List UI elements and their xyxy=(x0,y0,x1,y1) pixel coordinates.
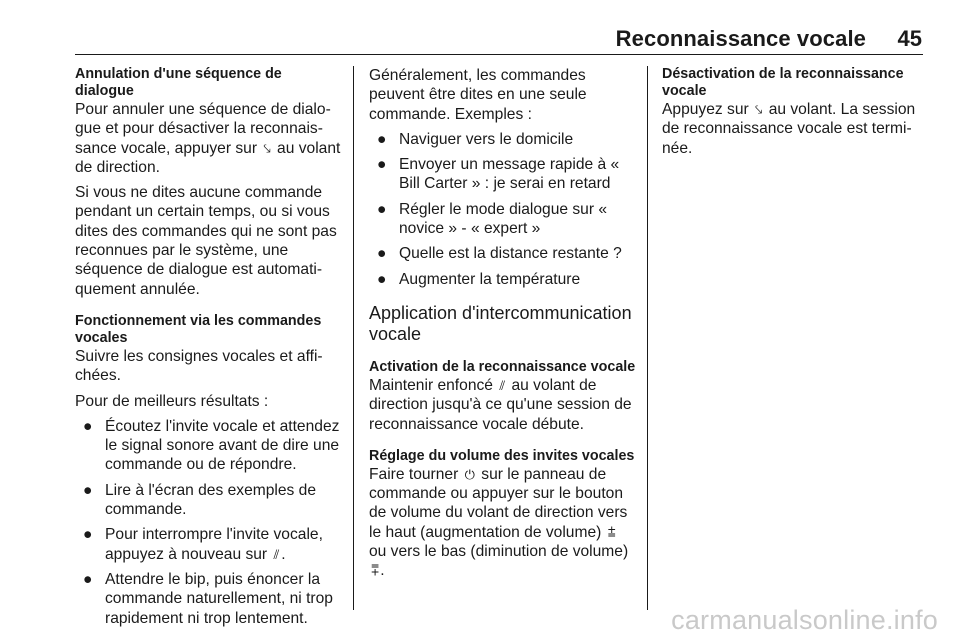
text: sur le panneau de commande ou appuyer sur le bouton de volume du volant de direction vers le haut (augmentation de volume) xyxy=(369,465,628,541)
text: Pour interrompre l'invite vocale, appuyez à nouveau sur xyxy=(105,526,323,563)
page-number: 45 xyxy=(897,26,922,51)
heading-voice-operation: Fonctionnement via les commandes vocales xyxy=(75,312,322,346)
page-title: Reconnaissance vocale xyxy=(615,26,866,51)
column-3 xyxy=(662,66,928,164)
heading-deactivation: Désactivation de la reconnaissance vocale xyxy=(662,66,904,99)
header-divider xyxy=(75,54,923,55)
examples-list xyxy=(369,130,637,289)
text: Envoyer un message rapide à « Bill Carter » : je serai en retard xyxy=(399,156,620,193)
text: Appuyez sur xyxy=(662,101,749,118)
text: au volant de direction. xyxy=(75,139,341,176)
text: Lire à l'écran des exemples de commande. xyxy=(105,481,317,519)
column-1 xyxy=(75,66,343,634)
column-divider-2 xyxy=(647,66,648,610)
text: . xyxy=(281,545,286,563)
paragraph-op-1: Suivre les consignes vocales et affichées. xyxy=(75,347,323,385)
hangup-icon: ⤥ xyxy=(263,140,271,156)
power-knob-icon: ⏻ xyxy=(464,466,475,482)
voice-icon: ⫽ xyxy=(499,377,506,393)
paragraph-intro: Généralement, les commandes peuvent être dites en une seule commande. Exemples : xyxy=(369,67,587,123)
list-item: ● Lire à l'écran des exemples de commande. xyxy=(83,481,317,519)
list-item: ● Régler le mode dialogue sur « novice » - « expert » xyxy=(377,200,608,238)
paragraph-activation xyxy=(369,376,637,434)
paragraph-cancel-1 xyxy=(75,100,343,177)
volume-up-icon: ⩲ xyxy=(607,523,615,540)
list-item: ● Pour interrompre l'invite vocale, appuyez à nouveau sur ⫽ . xyxy=(83,526,323,563)
text: Maintenir enfoncé xyxy=(369,376,493,394)
column-2 xyxy=(369,66,637,587)
text: Attendre le bip, puis énoncer la commande naturellement, ni trop rapidement ni trop lentement. xyxy=(105,570,333,627)
heading-volume: Réglage du volume des invites vocales xyxy=(369,447,635,464)
volume-down-icon: ⩱ xyxy=(371,562,379,579)
text: Pour annuler une séquence de dialogue et pour désactiver la reconnaissance vocale, appuyer sur xyxy=(75,101,331,157)
tips-list xyxy=(75,417,343,628)
hangup-icon: ⤥ xyxy=(755,102,763,117)
heading-activation: Activation de la reconnaissance vocale xyxy=(369,358,636,375)
text: Régler le mode dialogue sur « novice » - « expert » xyxy=(399,200,608,238)
heading-voice-app: Application d'intercommunication vocale xyxy=(369,302,632,344)
text: Naviguer vers le domicile xyxy=(399,130,574,148)
paragraph-deactivation xyxy=(662,100,928,158)
column-divider-1 xyxy=(353,66,354,610)
paragraph-volume xyxy=(369,465,637,581)
text: au volant de direction jusqu'à ce qu'une session de reconnaissance vocale débute. xyxy=(369,376,632,433)
text: Écoutez l'invite vocale et attendez le signal sonore avant de dire une commande ou de répondre. xyxy=(105,417,340,474)
list-item: ● Envoyer un message rapide à « Bill Carter » : je serai en retard xyxy=(377,156,620,193)
heading-cancel-dialogue: Annulation d'une séquence de dialogue xyxy=(75,66,282,99)
list-item: ● Naviguer vers le domicile xyxy=(377,130,574,148)
list-item: ● Augmenter la température xyxy=(377,270,581,288)
text: Quelle est la distance restante ? xyxy=(399,245,622,263)
list-item: ● Quelle est la distance restante ? xyxy=(377,245,622,263)
paragraph-cancel-2: Si vous ne dites aucune commande pendant un certain temps, ou si vous dites des commandes qui ne sont pas reconnues par le système, une séquence de dialogue est automatiquement annulée. xyxy=(75,184,337,298)
text: au volant. La session de reconnaissance vocale est terminée. xyxy=(662,101,916,157)
text: . xyxy=(380,562,385,580)
list-item: ● Écoutez l'invite vocale et attendez le signal sonore avant de dire une commande ou de répondre. xyxy=(83,417,340,474)
text: Augmenter la température xyxy=(399,270,581,288)
text: ou vers le bas (diminution de volume) xyxy=(369,543,629,561)
voice-icon: ⫽ xyxy=(273,546,280,562)
list-item: ● Attendre le bip, puis énoncer la commande naturellement, ni trop rapidement ni trop lentement. xyxy=(83,570,333,627)
watermark: carmanualsonline.info xyxy=(671,605,938,635)
text: Faire tourner xyxy=(369,465,459,483)
paragraph-op-2: Pour de meilleurs résultats : xyxy=(75,392,269,410)
